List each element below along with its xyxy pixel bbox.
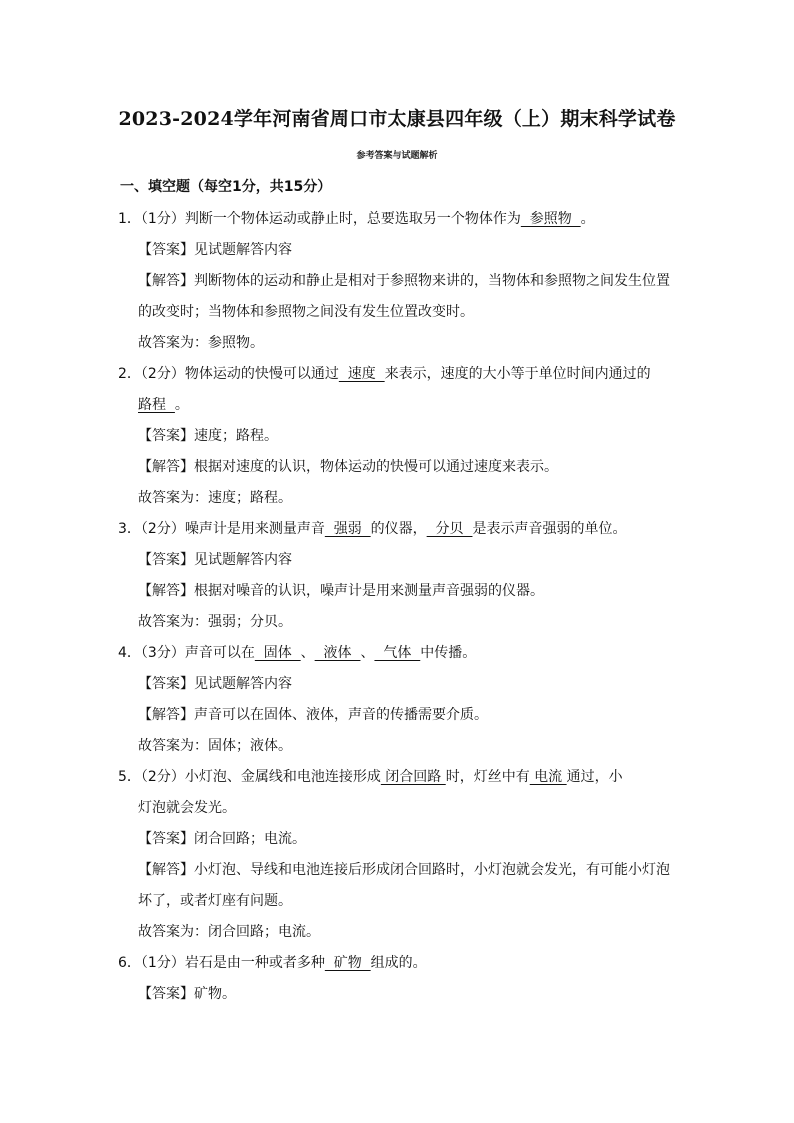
question-text: 是表示声音强弱的单位。 — [472, 521, 627, 537]
analysis-tag: 【解答】 — [138, 862, 194, 878]
analysis-text: 根据对速度的认识，物体运动的快慢可以通过速度来表示。 — [194, 459, 558, 475]
question-5-cont: 灯泡就会发光。 — [138, 800, 236, 816]
page-title: 2023-2024学年河南省周口市太康县四年级（上）期末科学试卷 — [118, 108, 676, 130]
question-3 — [118, 514, 678, 545]
answer-blank: 强弱 — [324, 521, 371, 537]
analysis-tag: 【解答】 — [138, 273, 194, 289]
analysis-line-cont: 坏了，或者灯座有问题。 — [138, 893, 292, 909]
answer-blank: 闭合回路 — [380, 769, 446, 785]
question-text: 、 — [360, 645, 375, 661]
analysis-line — [118, 855, 678, 886]
analysis-text: 声音可以在固体、液体，声音的传播需要介质。 — [194, 707, 488, 723]
answer-text: 见试题解答内容 — [194, 242, 292, 258]
answer-text: 见试题解答内容 — [194, 552, 292, 568]
analysis-tag: 【解答】 — [138, 459, 194, 475]
answer-blank: 路程 — [138, 397, 175, 413]
final-answer: 故答案为：强弱；分贝。 — [138, 614, 292, 630]
answer-text: 矿物。 — [194, 986, 236, 1002]
answer-tag: 【答案】 — [138, 676, 194, 692]
answer-tag: 【答案】 — [138, 986, 194, 1002]
question-6 — [118, 948, 678, 979]
question-list — [118, 204, 678, 1010]
answer-blank: 矿物 — [324, 955, 371, 971]
answer-line — [118, 421, 678, 452]
question-text: 。 — [580, 211, 595, 227]
question-4 — [118, 638, 678, 669]
final-answer: 故答案为：固体；液体。 — [138, 738, 292, 754]
question-text: 5．（2分）小灯泡、金属线和电池连接形成 — [118, 769, 381, 785]
analysis-tag: 【解答】 — [138, 583, 194, 599]
question-text: 3．（2分）噪声计是用来测量声音 — [118, 521, 325, 537]
analysis-line — [118, 576, 678, 607]
answer-line — [118, 824, 678, 855]
answer-text: 速度；路程。 — [194, 428, 278, 444]
answer-tag: 【答案】 — [138, 552, 194, 568]
question-text: 6．（1分）岩石是由一种或者多种 — [118, 955, 325, 971]
answer-line — [118, 979, 678, 1010]
analysis-line-cont: 的改变时；当物体和参照物之间没有发生位置改变时。 — [138, 304, 474, 320]
answer-tag: 【答案】 — [138, 242, 194, 258]
question-text: 的仪器， — [370, 521, 427, 537]
answer-tag: 【答案】 — [138, 831, 194, 847]
question-text: 1．（1分）判断一个物体运动或静止时，总要选取另一个物体作为 — [118, 211, 521, 227]
question-2 — [118, 359, 678, 390]
answer-tag: 【答案】 — [138, 428, 194, 444]
analysis-text: 判断物体的运动和静止是相对于参照物来讲的，当物体和参照物之间发生位置 — [194, 273, 670, 289]
answer-line — [118, 235, 678, 266]
question-text: 4．（3分）声音可以在 — [118, 645, 255, 661]
answer-blank: 气体 — [374, 645, 421, 661]
answer-line — [118, 669, 678, 700]
page-subtitle: 参考答案与试题解析 — [356, 151, 438, 161]
final-answer: 故答案为：参照物。 — [138, 335, 264, 351]
question-text: 时，灯丝中有 — [445, 769, 530, 785]
question-5 — [118, 762, 678, 793]
analysis-line — [118, 266, 678, 297]
analysis-tag: 【解答】 — [138, 707, 194, 723]
question-text: 通过，小 — [566, 769, 623, 785]
question-text: 组成的。 — [370, 955, 427, 971]
answer-blank: 固体 — [254, 645, 301, 661]
analysis-text: 根据对噪音的认识，噪声计是用来测量声音强弱的仪器。 — [194, 583, 544, 599]
answer-text: 闭合回路；电流。 — [194, 831, 306, 847]
question-text: 、 — [300, 645, 315, 661]
final-answer: 故答案为：闭合回路；电流。 — [138, 924, 320, 940]
analysis-line — [118, 452, 678, 483]
final-answer: 故答案为：速度；路程。 — [138, 490, 292, 506]
section-heading: 一、填空题（每空1分，共15分） — [120, 179, 332, 195]
question-text: 2．（2分）物体运动的快慢可以通过 — [118, 366, 339, 382]
answer-blank: 速度 — [338, 366, 385, 382]
answer-text: 见试题解答内容 — [194, 676, 292, 692]
question-text: 。 — [174, 397, 189, 413]
analysis-line — [118, 700, 678, 731]
answer-blank: 分贝 — [426, 521, 473, 537]
answer-line — [118, 545, 678, 576]
answer-blank: 液体 — [314, 645, 361, 661]
analysis-text: 小灯泡、导线和电池连接后形成闭合回路时，小灯泡就会发光，有可能小灯泡 — [194, 862, 670, 878]
answer-blank: 电流 — [529, 769, 567, 785]
question-2-cont — [118, 390, 678, 421]
question-text: 中传播。 — [420, 645, 477, 661]
question-text: 来表示，速度的大小等于单位时间内通过的 — [384, 366, 651, 382]
question-1 — [118, 204, 678, 235]
answer-blank: 参照物 — [520, 211, 581, 227]
